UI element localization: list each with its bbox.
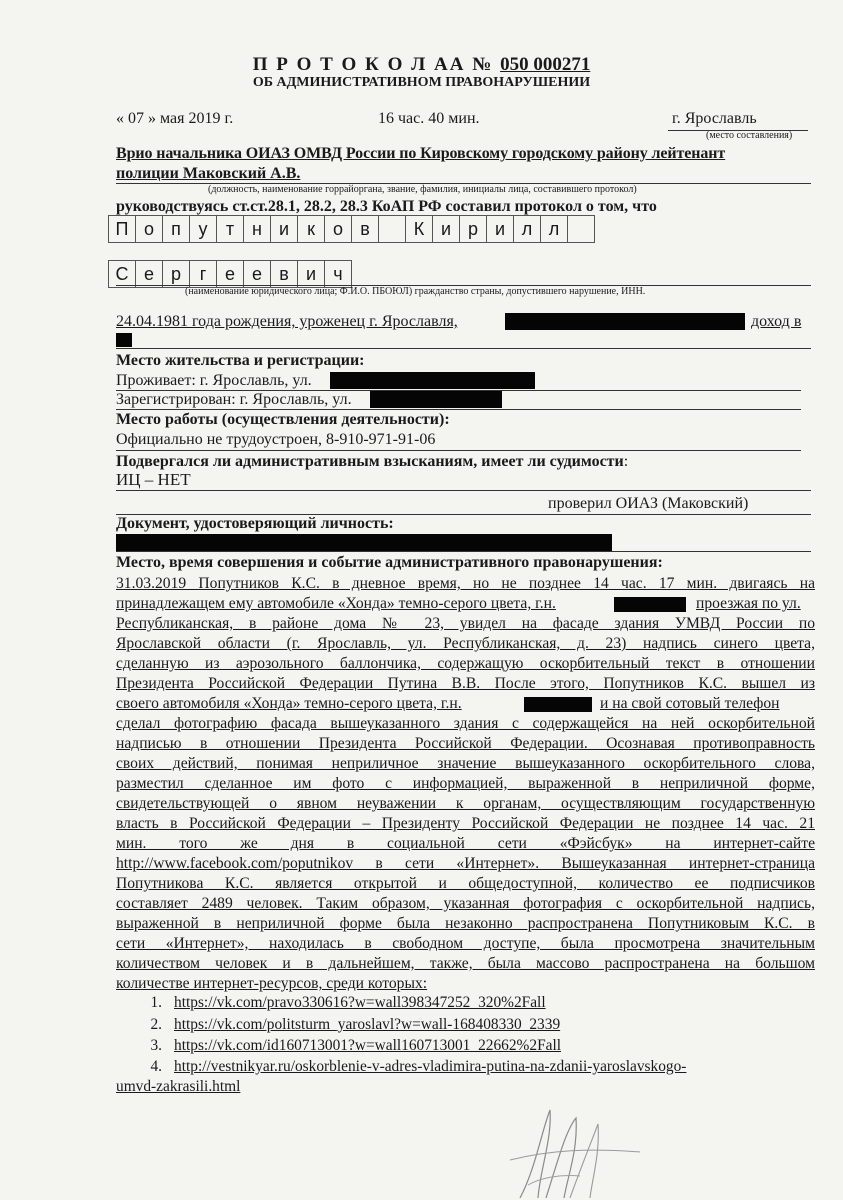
name-cell: и xyxy=(297,260,325,288)
event-line: Президента Российской Федерации Путина В.В. После этого, Попутников К.С. вышел из xyxy=(116,675,815,692)
name-cell: е xyxy=(216,260,244,288)
redaction-bar xyxy=(116,534,612,551)
protocol-number: 050 000271 xyxy=(500,54,591,75)
link-number: 2. xyxy=(150,1016,162,1033)
work-underline xyxy=(116,450,801,451)
birth-text: 24.04.1981 года рождения, уроженец г. Ярославля, xyxy=(116,313,458,330)
link-url-continuation: umvd-zakrasili.html xyxy=(116,1078,241,1095)
signature-scribble xyxy=(480,1090,720,1200)
name-grid-row-1 xyxy=(108,215,594,243)
name-cell: П xyxy=(108,215,136,243)
name-cell: о xyxy=(324,215,352,243)
name-cell: К xyxy=(405,215,433,243)
residence-lives: Проживает: г. Ярославль, ул. xyxy=(116,372,312,389)
protocol-place: г. Ярославль xyxy=(672,110,757,127)
name-cell: и xyxy=(432,215,460,243)
penalties-heading-text: Подвергался ли административным взысканиям, имеет ли судимости xyxy=(116,453,624,470)
name-cell xyxy=(378,215,406,243)
work-heading: Место работы (осуществления деятельности): xyxy=(116,411,450,428)
name-cell: ч xyxy=(324,260,352,288)
event-line-text: принадлежащем ему автомобиле «Хонда» темно-серого цвета, г.н. xyxy=(116,595,556,612)
event-line: сделанную из аэрозольного баллончика, содержащую оскорбительный текст в отношении xyxy=(116,655,815,672)
residence-heading: Место жительства и регистрации: xyxy=(116,352,365,369)
link-item xyxy=(116,1058,686,1076)
protocol-time: 16 час. 40 мин. xyxy=(378,110,480,127)
event-line: http://www.facebook.com/poputnikov в сети «Интернет». Вышеуказанная интернет-страница xyxy=(116,855,815,872)
name-cell: в xyxy=(351,215,379,243)
event-line: 31.03.2019 Попутников К.С. в дневное время, но не позднее 14 час. 17 мин. двигаясь на xyxy=(116,575,815,592)
penalties-colon: : xyxy=(623,453,629,470)
name-cell xyxy=(567,215,595,243)
link-url: http://vestnikyar.ru/oskorblenie-v-adres-vladimira-putina-na-zdanii-yaroslavskogo- xyxy=(174,1058,687,1075)
redaction-bar xyxy=(330,372,535,389)
name-cell: у xyxy=(189,215,217,243)
redaction-bar xyxy=(370,391,502,408)
name-caption: (наименование юридического лица; Ф.И.О. ПБОЮЛ) гражданство страны, допустившего нарушение, ИНН. xyxy=(185,286,646,297)
redaction-bar xyxy=(524,697,592,712)
document-underline xyxy=(116,551,811,552)
event-heading: Место, время совершения и событие административного правонарушения: xyxy=(116,554,663,571)
event-line: сделал фотографию фасада вышеуказанного здания с содержащейся на ней оскорбительной xyxy=(116,715,815,732)
event-line: Ярославской области (г. Ярославль, ул. Республиканская, д. 23) надпись синего цвета, xyxy=(116,635,815,652)
penalties-value: ИЦ – НЕТ xyxy=(116,470,191,489)
official-line-1: Врио начальника ОИАЗ ОМВД России по Кировскому городскому району лейтенант xyxy=(116,145,726,162)
statement-text: руководствуясь ст.ст.28.1, 28.2, 28.3 КоАП РФ составил протокол о том, что xyxy=(116,198,657,215)
protocol-date: « 07 » мая 2019 г. xyxy=(116,110,234,127)
official-line-2: полиции Маковский А.В. xyxy=(116,165,301,182)
name-cell: т xyxy=(216,215,244,243)
redaction-bar xyxy=(116,333,132,347)
name-grid-row-2 xyxy=(108,260,351,288)
birth-underline xyxy=(116,348,811,349)
link-item xyxy=(116,1037,561,1055)
link-number: 3. xyxy=(150,1037,162,1054)
event-line-text: и на свой сотовый телефон xyxy=(600,695,780,712)
name-cell: г xyxy=(189,260,217,288)
name-cell: к xyxy=(297,215,325,243)
link-number: 4. xyxy=(150,1058,162,1075)
link-url: https://vk.com/pravo330616?w=wall398347252_320%2Fall xyxy=(174,994,546,1011)
work-value: Официально не трудоустроен, 8-910-971-91-06 xyxy=(116,431,436,448)
link-item xyxy=(116,1016,560,1034)
link-url: https://vk.com/politsturm_yaroslavl?w=wall-168408330_2339 xyxy=(174,1016,561,1033)
name-cell: р xyxy=(459,215,487,243)
birth-tail: доход в xyxy=(751,313,802,330)
name-cell: л xyxy=(540,215,568,243)
link-url: https://vk.com/id160713001?w=wall160713001_22662%2Fall xyxy=(174,1037,562,1054)
event-line: надписью в отношении Президента Российской Федерации. Осознавая противоправность xyxy=(116,735,815,752)
document-heading: Документ, удостоверяющий личность: xyxy=(116,515,394,532)
link-number: 1. xyxy=(150,994,162,1011)
event-line: мин. того же дня в социальной сети «Фэйсбук» на интернет-сайте xyxy=(116,835,815,852)
link-item xyxy=(116,994,546,1012)
name-cell: и xyxy=(270,215,298,243)
name-cell: р xyxy=(162,260,190,288)
event-line-with-redaction xyxy=(116,594,556,614)
name-cell: л xyxy=(513,215,541,243)
event-line-text: проезжая по ул. xyxy=(696,595,801,612)
official-caption: (должность, наименование горрайоргана, звание, фамилия, инициалы лица, составившего протокол) xyxy=(208,184,637,195)
event-line: составляет 2489 человек. Таким образом, указанная фотография с оскорбительной надпись, xyxy=(116,895,815,912)
name-cell: С xyxy=(108,260,136,288)
name-cell: и xyxy=(486,215,514,243)
name-cell: е xyxy=(243,260,271,288)
registered-underline xyxy=(116,409,801,410)
name-cell: в xyxy=(270,260,298,288)
penalties-checked: проверил ОИАЗ (Маковский) xyxy=(548,495,749,512)
redaction-bar xyxy=(614,597,686,612)
event-line: Республиканская, в районе дома № 23, увидел на фасаде здания УМВД России по xyxy=(116,615,815,632)
event-line: выраженной в неприличной форме была незаконно распространена Попутниковым К.С. в xyxy=(116,915,815,932)
redaction-bar xyxy=(505,313,745,330)
event-line: Попутникова К.С. является открытой и общедоступной, количество ее подписчиков xyxy=(116,875,815,892)
event-line: количеством человек и в дальнейшем, также, была массово распространена на большом xyxy=(116,955,815,972)
protocol-title-prefix: П Р О Т О К О Л АА № xyxy=(252,54,494,75)
event-line: количестве интернет-ресурсов, среди которых: xyxy=(116,975,428,992)
penalties-underline xyxy=(116,490,811,491)
name-cell: п xyxy=(162,215,190,243)
name-cell: н xyxy=(243,215,271,243)
event-line: свидетельствующей о явном неуважении к органам, осуществляющим государственную xyxy=(116,795,815,812)
residence-registered: Зарегистрирован: г. Ярославль, ул. xyxy=(116,391,352,408)
protocol-subtitle: ОБ АДМИНИСТРАТИВНОМ ПРАВОНАРУШЕНИИ xyxy=(252,75,591,90)
event-line: сети «Интернет», находилась в свободном доступе, была просмотрена значительным xyxy=(116,935,815,952)
penalties-heading xyxy=(116,453,628,471)
name-cell: е xyxy=(135,260,163,288)
event-line: своих действий, понимая неприличное значение вышеуказанного оскорбительного слова, xyxy=(116,755,815,772)
protocol-title xyxy=(0,54,843,76)
link-item-continuation xyxy=(116,1078,240,1096)
event-line-text: своего автомобиля «Хонда» темно-серого цвета, г.н. xyxy=(116,695,462,712)
name-cell: о xyxy=(135,215,163,243)
place-caption: (место составления) xyxy=(706,130,793,141)
event-line: власть в Российской Федерации – Президенту Российской Федерации не позднее 14 час. 21 xyxy=(116,815,815,832)
event-line: разместил сделанное им фото с информацией, выраженной в неприличной форме, xyxy=(116,775,815,792)
